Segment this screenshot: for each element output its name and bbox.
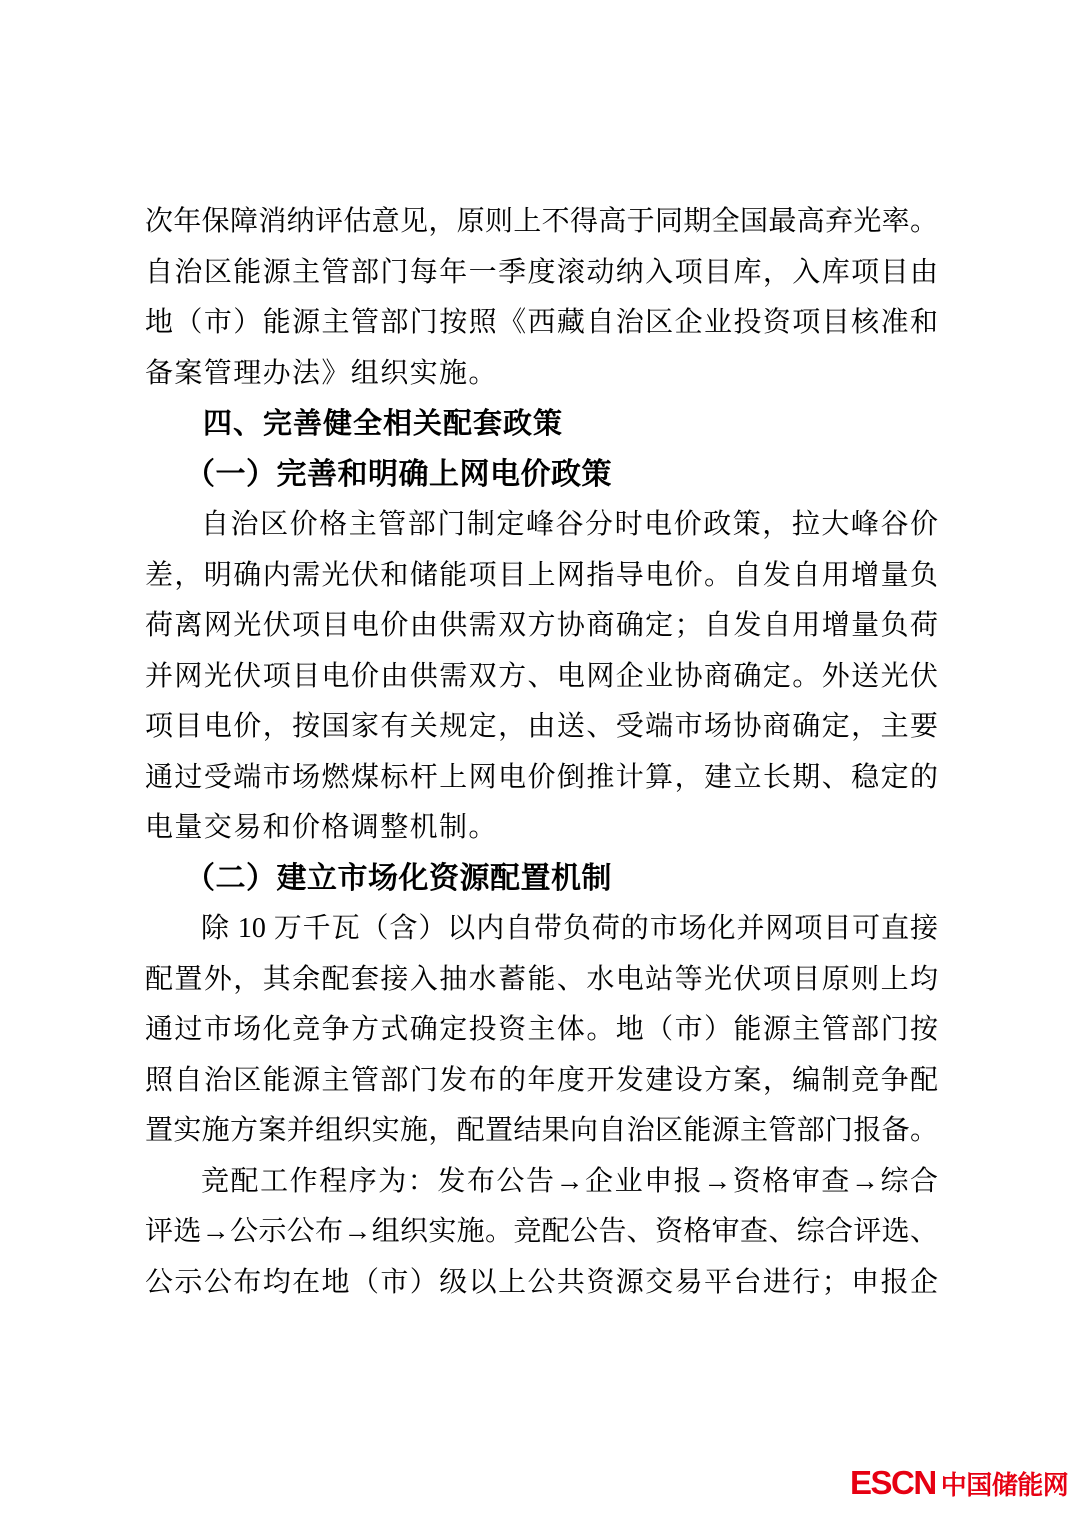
text-line: 竞配工作程序为：发布公告→企业申报→资格审查→综合 bbox=[201, 1165, 938, 1197]
text-line: 差，明确内需光伏和储能项目上网指导电价。自发自用增量负 bbox=[145, 559, 938, 591]
brand-logo-en: ESCN bbox=[850, 1464, 936, 1501]
text-line: 通过市场化竞争方式确定投资主体。地（市）能源主管部门按 bbox=[145, 1014, 938, 1045]
text-line: 配置外，其余配套接入抽水蓄能、水电站等光伏项目原则上均 bbox=[145, 963, 938, 995]
text-line: 地（市）能源主管部门按照《西藏自治区企业投资项目核准和 bbox=[145, 307, 938, 338]
text-line: 通过受端市场燃煤标杆上网电价倒推计算，建立长期、稳定的 bbox=[145, 761, 938, 793]
text-line: 并网光伏项目电价由供需双方、电网企业协商确定。外送光伏 bbox=[145, 660, 938, 692]
text-line: 荷离网光伏项目电价由供需双方协商确定；自发自用增量负荷 bbox=[145, 610, 938, 641]
text-line: 自治区价格主管部门制定峰谷分时电价政策，拉大峰谷价 bbox=[201, 509, 938, 540]
text-line: 公示公布均在地（市）级以上公共资源交易平台进行；申报企 bbox=[145, 1266, 938, 1298]
text-line: 自治区能源主管部门每年一季度滚动纳入项目库，入库项目由 bbox=[145, 256, 938, 288]
text-line: 照自治区能源主管部门发布的年度开发建设方案，编制竞争配 bbox=[145, 1064, 938, 1096]
brand-logo bbox=[850, 1464, 1068, 1502]
subsection-heading: （一）完善和明确上网电价政策 bbox=[185, 457, 612, 491]
section-heading: 四、完善健全相关配套政策 bbox=[203, 408, 564, 440]
text-line: 置实施方案并组织实施，配置结果向自治区能源主管部门报备。 bbox=[145, 1115, 938, 1146]
brand-logo-zh: 中国储能网 bbox=[940, 1470, 1069, 1500]
text-line: 除 10 万千瓦（含）以内自带负荷的市场化并网项目可直接 bbox=[201, 913, 938, 944]
text-line: 备案管理办法》组织实施。 bbox=[145, 357, 498, 389]
text-line: 项目电价，按国家有关规定，由送、受端市场协商确定，主要 bbox=[145, 711, 938, 742]
subsection-heading: （二）建立市场化资源配置机制 bbox=[185, 861, 612, 895]
text-line: 评选→公示公布→组织实施。竞配公告、资格审查、综合评选、 bbox=[145, 1216, 938, 1247]
text-line: 电量交易和价格调整机制。 bbox=[145, 812, 498, 843]
text-line: 次年保障消纳评估意见，原则上不得高于同期全国最高弃光率。 bbox=[145, 206, 938, 237]
document-body bbox=[145, 197, 938, 1308]
